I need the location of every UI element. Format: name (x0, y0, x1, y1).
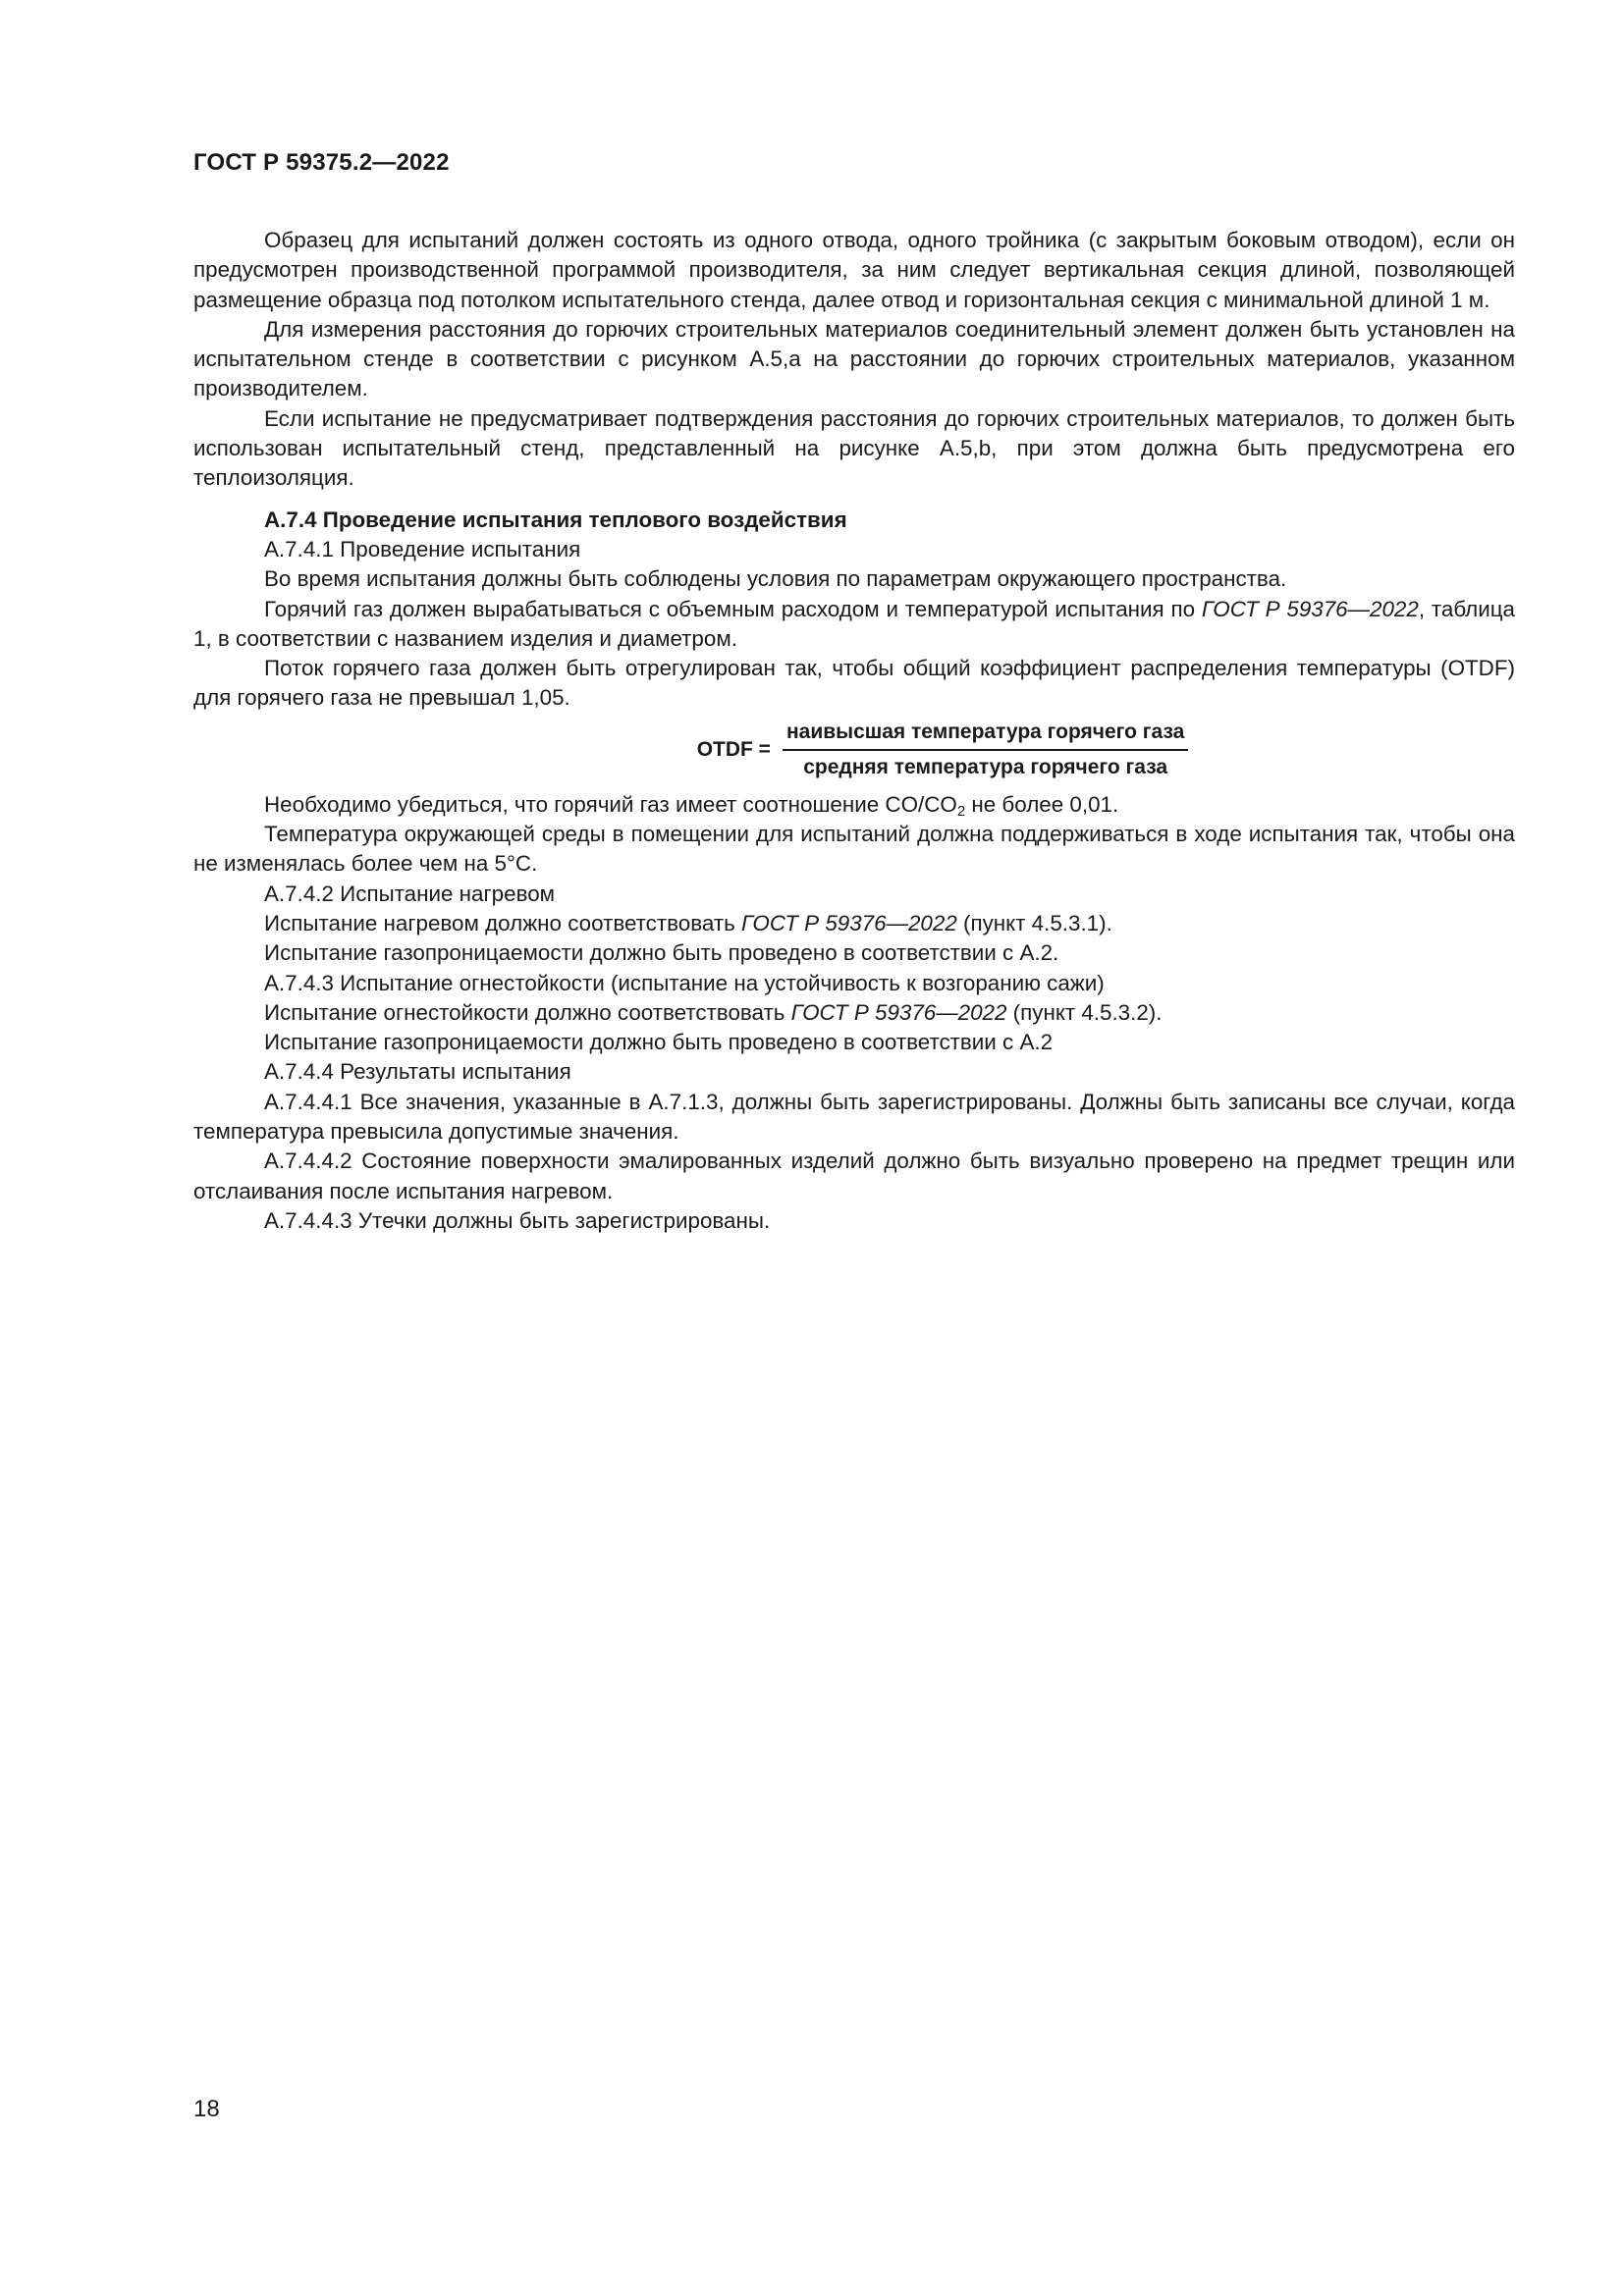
paragraph: А.7.4.4.1 Все значения, указанные в А.7.1.3, должны быть зарегистрированы. Должны быть записаны все случаи, когда температура превысила допустимые значения. (193, 1089, 1515, 1145)
paragraph: Испытание нагревом должно соответствовать ГОСТ Р 59376—2022 (пункт 4.5.3.1). (264, 910, 1112, 935)
formula-denominator: средняя температура горячего газа (803, 755, 1168, 778)
paragraph: Горячий газ должен вырабатываться с объемным расходом и температурой испытания по ГОСТ Р 59376—2022, таблица 1, в соответствии с названием изделия и диаметром. (193, 596, 1515, 651)
paragraph: Во время испытания должны быть соблюдены условия по параметрам окружающего пространства. (264, 566, 1287, 592)
subsection-heading: А.7.4.2 Испытание нагревом (264, 881, 556, 906)
page-number: 18 (193, 2096, 220, 2122)
paragraph: Если испытание не предусматривает подтверждения расстояния до горючих строительных материалов, то должен быть использован испытательный стенд, представленный на рисунке А.5,b, при этом должна быть предусмотрена его теплоизоляция. (193, 405, 1515, 491)
paragraph: Для измерения расстояния до горючих строительных материалов соединительный элемент должен быть установлен на испытательном стенде в соответствии с рисунком А.5,a на расстоянии до горючих строительных материалов, указанном производителем. (193, 316, 1515, 401)
section-heading: А.7.4 Проведение испытания теплового воздействия (264, 507, 847, 532)
formula-lhs: OTDF = (696, 737, 771, 761)
formula-numerator: наивысшая температура горячего газа (783, 720, 1188, 751)
standard-reference: ГОСТ Р 59376—2022 (1201, 596, 1419, 621)
paragraph: Испытание газопроницаемости должно быть проведено в соответствии с А.2. (264, 940, 1059, 966)
paragraph: Необходимо убедиться, что горячий газ имеет соотношение $CO/CO_2$ не более 0,01. (264, 791, 1119, 820)
paragraph: А.7.4.4.3 Утечки должны быть зарегистрированы. (264, 1207, 771, 1233)
paragraph: Испытание газопроницаемости должно быть проведено в соответствии с А.2 (264, 1030, 1054, 1055)
subsection-heading: А.7.4.4 Результаты испытания (264, 1059, 571, 1085)
paragraph: Температура окружающей среды в помещении для испытаний должна поддерживаться в ходе испытания так, чтобы она не изменялась более чем на 5°С. (193, 822, 1515, 877)
paragraph: Образец для испытаний должен состоять из одного отвода, одного тройника (с закрытым боковым отводом), если он предусмотрен производственной программой производителя, за ним следует вертикальная секция длиной, позволяющей размещение образца под потолком испытательного стенда, далее отвод и горизонтальная секция с минимальной длиной 1 м. (193, 228, 1515, 312)
subsection-heading: А.7.4.1 Проведение испытания (264, 536, 581, 561)
formula-fraction (783, 720, 1188, 780)
subsection-heading: А.7.4.3 Испытание огнестойкости (испытание на устойчивость к возгоранию сажи) (264, 970, 1105, 995)
paragraph: А.7.4.4.2 Состояние поверхности эмалированных изделий должно быть визуально проверено на предмет трещин или отслаивания после испытания нагревом. (193, 1148, 1515, 1203)
standard-reference: ГОСТ Р 59376—2022 (790, 999, 1007, 1025)
document-header: ГОСТ Р 59375.2—2022 (193, 149, 450, 176)
standard-reference: ГОСТ Р 59376—2022 (740, 910, 957, 935)
document-body (193, 226, 1515, 1236)
paragraph: Испытание огнестойкости должно соответствовать ГОСТ Р 59376—2022 (пункт 4.5.3.2). (264, 999, 1163, 1025)
otdf-formula (193, 720, 1515, 780)
paragraph: Поток горячего газа должен быть отрегулирован так, чтобы общий коэффициент распределения температуры (OTDF) для горячего газа не превышал 1,05. (193, 656, 1515, 711)
